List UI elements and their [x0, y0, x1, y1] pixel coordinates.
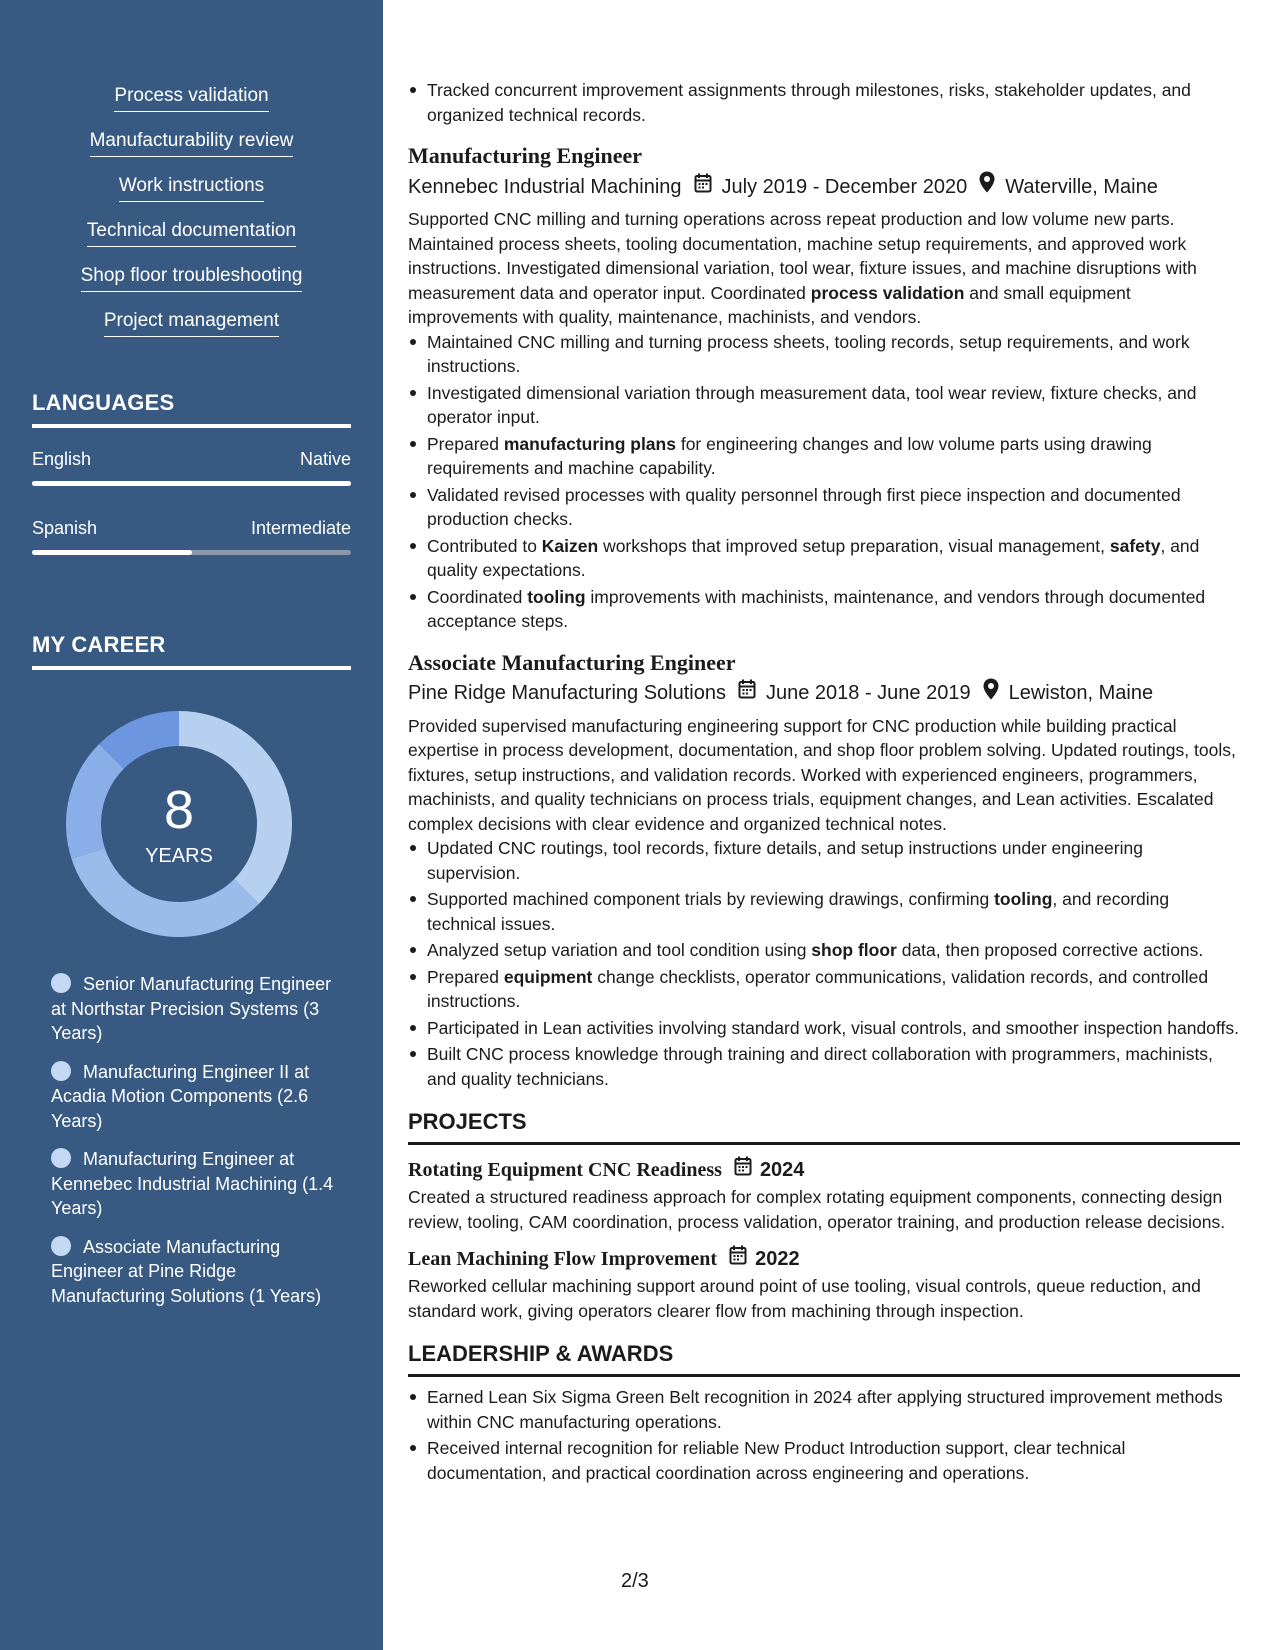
language-row: [32, 518, 351, 539]
job-dates: June 2018 - June 2019: [765, 682, 971, 704]
calendar-icon: [734, 1155, 752, 1185]
sidebar: [0, 0, 383, 1650]
language-bar: [32, 550, 351, 555]
bullet-item: Supported machined component trials by reviewing drawings, confirming tooling, and recording technical issues.: [408, 887, 1240, 936]
career-donut-segment: [179, 711, 292, 904]
bullet-item: Prepared manufacturing plans for engineering changes and low volume parts using drawing requirements and machine capability.: [408, 432, 1240, 481]
leadership-bullets: [408, 1385, 1240, 1485]
language-bar-fill: [32, 550, 192, 555]
skill-item: Shop floor troubleshooting: [0, 264, 383, 309]
bullet-dot-icon: [51, 1061, 71, 1081]
bullet-item: Validated revised processes with quality personnel through first piece inspection and documented production checks.: [408, 483, 1240, 532]
language-name: English: [32, 449, 92, 469]
project-header: [408, 1155, 1240, 1185]
bullet-item: Coordinated tooling improvements with machinists, maintenance, and vendors through documented acceptance steps.: [408, 585, 1240, 634]
calendar-icon: [729, 1244, 747, 1274]
bullet-item: Received internal recognition for reliable New Product Introduction support, clear technical documentation, and practical coordination across engineering and operations.: [408, 1436, 1240, 1485]
project-year: 2022: [755, 1248, 800, 1270]
career-item: Manufacturing Engineer at Kennebec Industrial Machining (1.4 Years): [51, 1149, 334, 1218]
bullet-item: Analyzed setup variation and tool condition using shop floor data, then proposed corrective actions.: [408, 938, 1240, 963]
job-bullets: [408, 836, 1240, 1091]
project-description: Reworked cellular machining support around point of use tooling, visual controls, queue reduction, and standard work, giving operators clearer flow from machining through inspection.: [408, 1276, 1201, 1321]
company-name: Kennebec Industrial Machining: [408, 175, 682, 198]
project-description: Created a structured readiness approach for complex rotating equipment components, connecting design review, tooling, CAM coordination, process validation, operator training, and production release decisions.: [408, 1187, 1226, 1232]
job-meta: [408, 171, 1240, 202]
projects-heading: PROJECTS: [408, 1107, 1240, 1145]
project-entry: [408, 1155, 1240, 1234]
project-title: Rotating Equipment CNC Readiness: [408, 1159, 722, 1181]
career-list: [51, 972, 341, 1322]
language-level: Intermediate: [250, 518, 351, 538]
main-content: [408, 78, 1240, 1487]
bullet-item: Earned Lean Six Sigma Green Belt recognition in 2024 after applying structured improvement methods within CNC manufacturing operations.: [408, 1385, 1240, 1434]
career-unit: YEARS: [145, 845, 213, 867]
career-item: Associate Manufacturing Engineer at Pine Ridge Manufacturing Solutions (1 Years): [51, 1236, 322, 1306]
calendar-icon: [694, 172, 712, 202]
career-total: 8: [163, 780, 195, 840]
language-row: [32, 449, 351, 470]
skill-item: Work instructions: [0, 174, 383, 219]
job-dates: July 2019 - December 2020: [721, 175, 968, 198]
bullet-item: Tracked concurrent improvement assignments through milestones, risks, stakeholder updates, and organized technical records.: [408, 78, 1240, 127]
career-item: Senior Manufacturing Engineer at Northstar Precision Systems (3 Years): [51, 974, 332, 1043]
page-number: 2/3: [621, 1570, 649, 1592]
location-pin-icon: [983, 678, 999, 709]
bullet-item: Contributed to Kaizen workshops that improved setup preparation, visual management, safety, and quality expectations.: [408, 534, 1240, 583]
career-item: Manufacturing Engineer II at Acadia Motion Components (2.6 Years): [51, 1061, 310, 1131]
location-pin-icon: [979, 171, 995, 202]
career-donut-chart: [66, 711, 292, 937]
job-location: Waterville, Maine: [1005, 175, 1158, 198]
project-title: Lean Machining Flow Improvement: [408, 1248, 718, 1270]
bullet-item: Investigated dimensional variation through measurement data, tool wear review, fixture checks, and operator input.: [408, 381, 1240, 430]
skill-item: Technical documentation: [0, 219, 383, 264]
bullet-item: Built CNC process knowledge through training and direct collaboration with programmers, machinists, and quality technicians.: [408, 1042, 1240, 1091]
project-header: [408, 1244, 1240, 1274]
languages-heading: LANGUAGES: [32, 390, 351, 428]
career-donut-segment: [66, 744, 124, 859]
calendar-icon: [738, 678, 756, 708]
project-entry: [408, 1244, 1240, 1323]
experience-bullets: [408, 78, 1240, 127]
bullet-dot-icon: [51, 1148, 71, 1168]
job-entry: [408, 141, 1240, 634]
job-title: Manufacturing Engineer: [408, 143, 643, 168]
language-bar: [32, 481, 351, 486]
bullet-item: Updated CNC routings, tool records, fixture details, and setup instructions under engineering supervision.: [408, 836, 1240, 885]
language-bar-fill: [32, 481, 351, 486]
bullet-item: Participated in Lean activities involving standard work, visual controls, and smoother inspection handoffs.: [408, 1016, 1240, 1041]
job-bullets: [408, 330, 1240, 634]
leadership-heading: LEADERSHIP & AWARDS: [408, 1339, 1240, 1377]
job-entry: [408, 648, 1240, 1092]
language-name: Spanish: [32, 518, 98, 538]
career-heading: MY CAREER: [32, 632, 351, 670]
skill-item: Manufacturability review: [0, 129, 383, 174]
skills-list: [0, 84, 383, 354]
job-summary: Provided supervised manufacturing engineering support for CNC production while building practical expertise in process development, documentation, and shop floor problem solving. Updated routings, tools, fixtures, setup instructions, and validation records. Worked with experienced engineers, programmers, machinists, and quality technicians on process trials, equipment changes, and Lean activities. Escalated complex decisions with clear evidence and organized technical notes.: [408, 715, 1236, 834]
job-title: Associate Manufacturing Engineer: [408, 649, 736, 675]
job-location: Lewiston, Maine: [1008, 682, 1154, 704]
bullet-item: Maintained CNC milling and turning process sheets, tooling records, setup requirements, and work instructions.: [408, 330, 1240, 379]
project-year: 2024: [759, 1159, 805, 1181]
language-level: Native: [299, 449, 351, 469]
company-name: Pine Ridge Manufacturing Solutions: [408, 682, 726, 704]
skill-item: Process validation: [0, 84, 383, 129]
bullet-dot-icon: [51, 1236, 71, 1256]
bullet-dot-icon: [51, 973, 71, 993]
job-summary: Supported CNC milling and turning operations across repeat production and low volume new parts. Maintained process sheets, tooling documentation, machine setup requirements, and approved work instructions. Investigated dimensional variation, tool wear, fixture issues, and machine disruptions with measurement data and operator input. Coordinated process validation and small equipment improvements with quality, maintenance, machinists, and vendors.: [408, 209, 1197, 327]
bullet-item: Prepared equipment change checklists, operator communications, validation records, and controlled instructions.: [408, 965, 1240, 1014]
job-meta: [408, 678, 1240, 709]
skill-item: Project management: [0, 309, 383, 354]
